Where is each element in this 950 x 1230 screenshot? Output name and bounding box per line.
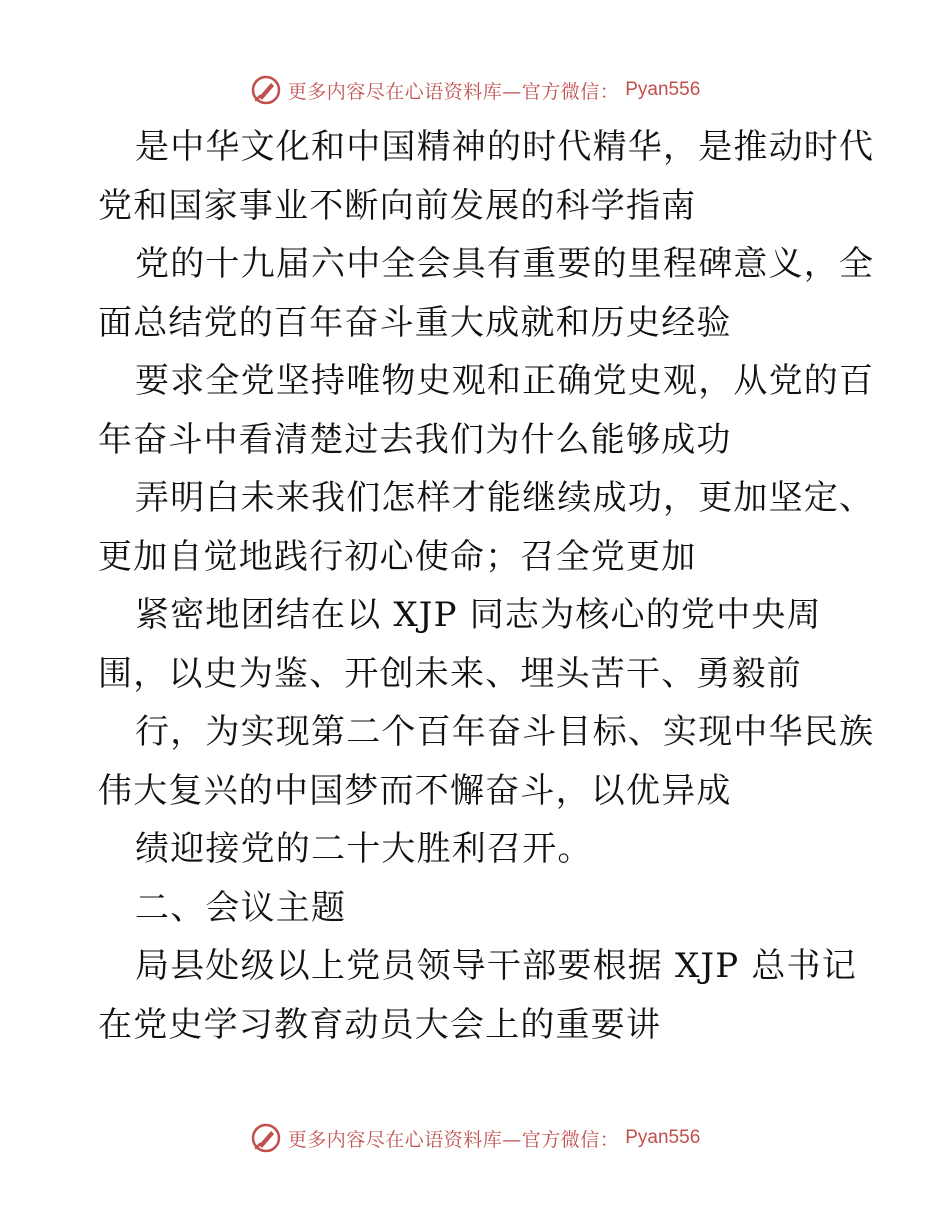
quill-pen-seal-icon (250, 74, 282, 106)
text-line: 紧密地团结在以 XJP 同志为核心的党中央周 (135, 595, 822, 635)
watermark-text: 更多内容尽在心语资料库—官方微信： (287, 80, 620, 103)
text-line: 面总结党的百年奋斗重大成就和历史经验 (98, 302, 732, 343)
text-line: 要求全党坚持唯物史观和正确党史观，从党的百 (135, 361, 875, 401)
text-line: 党和国家事业不断向前发展的科学指南 (98, 185, 697, 226)
watermark-account: Pyan556 (625, 79, 701, 100)
text-line: 局县处级以上党员领导干部要根据 XJP 总书记 (135, 946, 857, 986)
footer-watermark (0, 1118, 950, 1158)
header-watermark (0, 70, 950, 110)
text-line: 行，为实现第二个百年奋斗目标、实现中华民族 (135, 712, 875, 752)
text-line: 更加自觉地践行初心使命；召全党更加 (98, 536, 697, 577)
text-line: 党的十九届六中全会具有重要的里程碑意义，全 (135, 244, 875, 284)
text-line: 在党史学习教育动员大会上的重要讲 (98, 1004, 662, 1045)
quill-pen-seal-icon (250, 1122, 282, 1154)
text-line: 二、会议主题 (135, 887, 347, 928)
text-line: 围，以史为鉴、开创未来、埋头苦干、勇毅前 (98, 653, 802, 694)
text-line: 是中华文化和中国精神的时代精华，是推动时代 (135, 127, 875, 167)
text-line: 伟大复兴的中国梦而不懈奋斗，以优异成 (98, 770, 732, 811)
text-line: 弄明白未来我们怎样才能继续成功，更加坚定、 (135, 478, 875, 518)
watermark-account: Pyan556 (625, 1127, 701, 1148)
text-line: 绩迎接党的二十大胜利召开。 (135, 829, 593, 869)
text-line: 年奋斗中看清楚过去我们为什么能够成功 (98, 419, 732, 460)
watermark-text: 更多内容尽在心语资料库—官方微信： (287, 1128, 620, 1151)
document-body (98, 118, 875, 1054)
